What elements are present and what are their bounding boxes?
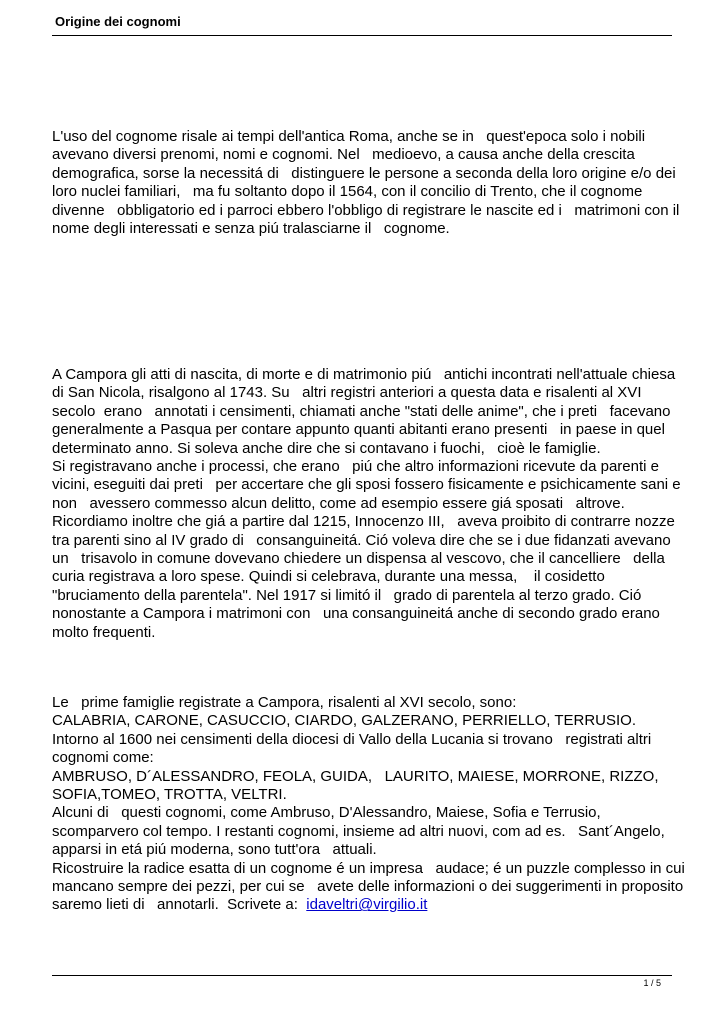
contact-text: saremo lieti di annotarli. Scrivete a: — [52, 896, 307, 914]
text-line-contact — [52, 896, 677, 914]
text-line: nome degli interessati e senza piú tralasciarne il cognome. — [52, 220, 450, 238]
text-line: A Campora gli atti di nascita, di morte e di matrimonio piú antichi incontrati nell'attuale chiesa — [52, 366, 676, 383]
text-line: loro nuclei familiari, ma fu soltanto dopo il 1564, con il concilio di Trento, che il cognome — [52, 183, 643, 201]
text-line: secolo erano annotati i censimenti, chiamati anche "stati delle anime", che i preti facevano — [52, 402, 671, 420]
text-line: Si registravano anche i processi, che erano piú che altro informazioni ricevute da parenti e — [52, 458, 659, 476]
text-line: determinato anno. Si soleva anche dire che si contavano i fuochi, cioè le famiglie. — [52, 439, 601, 457]
text-line: Le prime famiglie registrate a Campora, risalenti al XVI secolo, sono: — [52, 694, 517, 711]
paragraph-families — [52, 694, 685, 915]
header-divider — [52, 35, 672, 36]
page-title: Origine dei cognomi — [55, 14, 181, 29]
text-line: vicini, eseguiti dai preti per accertare che gli sposi fossero fisicamente e psichicamente sani e — [52, 476, 681, 494]
text-line: mancano sempre dei pezzi, per cui se avete delle informazioni o dei suggerimenti in proposito — [52, 878, 684, 896]
text-line: generalmente a Pasqua per contare appunto quanti abitanti erano presenti in paese in quel — [52, 421, 665, 439]
text-line: divenne obbligatorio ed i parroci ebbero l'obbligo di registrare le nascite ed i matrimoni con il — [52, 201, 680, 219]
text-line: CALABRIA, CARONE, CASUCCIO, CIARDO, GALZERANO, PERRIELLO, TERRUSIO. — [52, 712, 637, 730]
text-line: non avessero commesso alcun delitto, come ad esempio essere giá sposati altrove. — [52, 494, 625, 512]
text-line: un trisavolo in comune dovevano chiedere un dispensa al vescovo, che il cancelliere della — [52, 550, 665, 568]
text-line: L'uso del cognome risale ai tempi dell'antica Roma, anche se in quest'epoca solo i nobili — [52, 128, 646, 145]
text-line: Alcuni di questi cognomi, come Ambruso, D'Alessandro, Maiese, Sofia e Terrusio, — [52, 804, 601, 822]
text-line: Ricostruire la radice esatta di un cognome é un impresa audace; é un puzzle complesso in cui — [52, 859, 685, 877]
text-line: avevano diversi prenomi, nomi e cognomi. Nel medioevo, a causa anche della crescita — [52, 146, 635, 164]
paragraph-campora-records — [52, 366, 681, 642]
text-line: demografica, sorse la necessitá di distinguere le persone a seconda della loro origine e/o dei — [52, 164, 676, 182]
text-line: SOFIA,TOMEO, TROTTA, VELTRI. — [52, 786, 287, 804]
text-line: Intorno al 1600 nei censimenti della diocesi di Vallo della Lucania si trovano registrati altri — [52, 730, 652, 748]
text-line: molto frequenti. — [52, 623, 156, 641]
text-line: scomparvero col tempo. I restanti cognomi, insieme ad altri nuovi, com ad es. Sant´Angelo, — [52, 822, 665, 840]
paragraph-origin — [52, 128, 680, 238]
text-line: apparsi in etá piú moderna, sono tutt'ora attuali. — [52, 841, 377, 859]
text-line: tra parenti sino al IV grado di consanguineitá. Ció voleva dire che se i due fidanzati avevano — [52, 531, 671, 549]
text-line: AMBRUSO, D´ALESSANDRO, FEOLA, GUIDA, LAURITO, MAIESE, MORRONE, RIZZO, — [52, 767, 659, 785]
email-link[interactable]: idaveltri@virgilio.it — [306, 896, 428, 914]
text-line: "bruciamento della parentela". Nel 1917 si limitó il grado di parentela al terzo grado. Ció — [52, 586, 642, 604]
page-number: 1 / 5 — [643, 978, 661, 988]
text-line: di San Nicola, risalgono al 1743. Su altri registri anteriori a questa data e risalenti al XVI — [52, 384, 642, 402]
text-line: curia registrava a loro spese. Quindi si celebrava, durante una messa, il cosidetto — [52, 568, 605, 586]
text-line: nonostante a Campora i matrimoni con una consanguineitá anche di secondo grado erano — [52, 605, 660, 623]
footer-divider — [52, 975, 672, 976]
text-line: Ricordiamo inoltre che giá a partire dal 1215, Innocenzo III, aveva proibito di contrarre nozze — [52, 513, 675, 531]
text-line: cognomi come: — [52, 749, 154, 767]
